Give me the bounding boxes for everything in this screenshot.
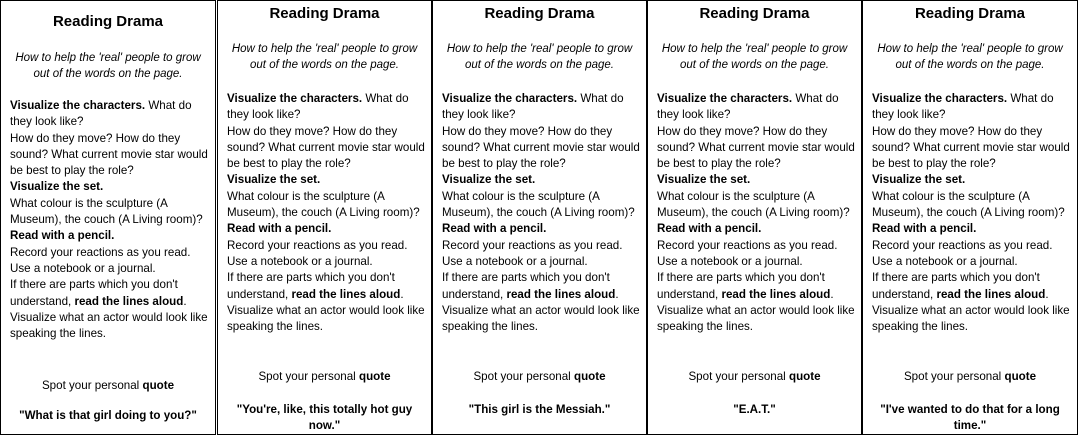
pencil-line-4: Visualize what an actor would look like speaking the lines. (442, 303, 640, 334)
card-tagline: How to help the 'real' people to grow out of the words on the page. (231, 43, 418, 71)
characters-question: What do they look like? (227, 92, 409, 122)
set-heading: Visualize the set. (657, 173, 751, 187)
personal-quote: "What is that girl doing to you?" (19, 409, 197, 422)
card-body (872, 91, 1073, 335)
pencil-line-4: Visualize what an actor would look like speaking the lines. (10, 310, 208, 341)
card-tagline: How to help the 'real' people to grow out of the words on the page. (661, 43, 848, 71)
characters-question: What do they look like? (872, 92, 1054, 122)
pencil-line-2: Use a notebook or a journal. (657, 254, 803, 268)
set-heading: Visualize the set. (10, 180, 104, 194)
card-body (227, 91, 427, 335)
characters-details: How do they move? How do they sound? What current movie star would be best to play the role? (10, 131, 208, 178)
card-body (10, 98, 211, 342)
spot-quote-prompt (437, 370, 642, 383)
pencil-heading: Read with a pencil. (872, 222, 977, 236)
pencil-line-3: If there are parts which you don't understand, (657, 271, 825, 301)
pencil-period: . (183, 294, 187, 308)
characters-heading: Visualize the characters. (442, 92, 578, 105)
card-body (657, 91, 857, 335)
pencil-heading: Read with a pencil. (227, 222, 332, 236)
characters-question: What do they look like? (442, 92, 624, 122)
spot-quote-prompt (652, 370, 857, 383)
read-aloud-emphasis: read the lines aloud (506, 287, 616, 301)
spot-quote-word: quote (1004, 370, 1037, 383)
pencil-period: . (830, 287, 834, 301)
card-title: Reading Drama (914, 5, 1026, 22)
read-aloud-emphasis: read the lines aloud (291, 287, 401, 301)
characters-question: What do they look like? (657, 92, 839, 122)
characters-details: How do they move? How do they sound? What current movie star would be best to play the role? (872, 124, 1070, 171)
card-title: Reading Drama (269, 5, 380, 22)
characters-heading: Visualize the characters. (227, 92, 363, 105)
personal-quote: "I've wanted to do that for a long time." (880, 403, 1060, 432)
read-aloud-emphasis: read the lines aloud (74, 294, 184, 308)
pencil-line-4: Visualize what an actor would look like speaking the lines. (872, 303, 1070, 334)
spot-prefix: Spot your personal (903, 370, 1005, 383)
pencil-line-1: Record your reactions as you read. (872, 238, 1053, 252)
spot-prefix: Spot your personal (258, 370, 359, 383)
pencil-line-2: Use a notebook or a journal. (442, 254, 588, 268)
characters-question: What do they look like? (10, 99, 192, 129)
spot-quote-prompt (5, 379, 211, 392)
set-text: What colour is the sculpture (A Museum), the couch (A Living room)? (872, 189, 1065, 220)
set-text: What colour is the sculpture (A Museum), the couch (A Living room)? (10, 196, 203, 227)
bookmark-card-3 (432, 0, 647, 435)
pencil-line-2: Use a notebook or a journal. (227, 254, 373, 268)
pencil-line-3: If there are parts which you don't understand, (10, 278, 178, 308)
bookmark-card-5 (862, 0, 1078, 435)
read-aloud-emphasis: read the lines aloud (721, 287, 831, 301)
pencil-line-2: Use a notebook or a journal. (872, 254, 1018, 268)
pencil-line-1: Record your reactions as you read. (227, 238, 408, 252)
card-title: Reading Drama (699, 5, 810, 22)
characters-heading: Visualize the characters. (872, 92, 1008, 105)
pencil-period: . (400, 287, 404, 301)
pencil-line-3: If there are parts which you don't understand, (872, 271, 1040, 301)
pencil-line-1: Record your reactions as you read. (10, 245, 191, 259)
read-aloud-emphasis: read the lines aloud (936, 287, 1046, 301)
card-tagline: How to help the 'real' people to grow out of the words on the page. (877, 43, 1063, 71)
spot-prefix: Spot your personal (688, 370, 789, 383)
characters-heading: Visualize the characters. (10, 99, 146, 112)
characters-heading: Visualize the characters. (657, 92, 793, 105)
set-heading: Visualize the set. (442, 173, 536, 187)
set-text: What colour is the sculpture (A Museum), the couch (A Living room)? (657, 189, 850, 220)
pencil-line-1: Record your reactions as you read. (657, 238, 838, 252)
characters-details: How do they move? How do they sound? What current movie star would be best to play the role? (227, 124, 425, 171)
pencil-line-3: If there are parts which you don't understand, (442, 271, 610, 301)
card-tagline: How to help the 'real' people to grow out of the words on the page. (15, 52, 201, 80)
spot-prefix: Spot your personal (41, 379, 143, 392)
pencil-line-4: Visualize what an actor would look like speaking the lines. (227, 303, 425, 334)
set-text: What colour is the sculpture (A Museum), the couch (A Living room)? (442, 189, 635, 220)
set-text: What colour is the sculpture (A Museum), the couch (A Living room)? (227, 189, 420, 220)
bookmark-card-2 (217, 0, 432, 435)
bookmark-card-1 (0, 0, 216, 435)
pencil-line-4: Visualize what an actor would look like speaking the lines. (657, 303, 855, 334)
pencil-period: . (615, 287, 619, 301)
pencil-heading: Read with a pencil. (442, 222, 547, 236)
spot-quote-word: quote (358, 370, 391, 383)
card-title: Reading Drama (484, 5, 595, 22)
card-body (442, 91, 642, 335)
pencil-line-1: Record your reactions as you read. (442, 238, 623, 252)
set-heading: Visualize the set. (872, 173, 966, 187)
personal-quote: "You're, like, this totally hot guy now." (236, 403, 413, 432)
spot-quote-word: quote (573, 370, 606, 383)
pencil-heading: Read with a pencil. (657, 222, 762, 236)
spot-quote-prompt (222, 370, 427, 383)
spot-quote-word: quote (142, 379, 175, 392)
bookmark-card-4 (647, 0, 862, 435)
pencil-line-3: If there are parts which you don't understand, (227, 271, 395, 301)
pencil-period: . (1045, 287, 1049, 301)
characters-details: How do they move? How do they sound? What current movie star would be best to play the role? (442, 124, 640, 171)
characters-details: How do they move? How do they sound? What current movie star would be best to play the role? (657, 124, 855, 171)
pencil-line-2: Use a notebook or a journal. (10, 261, 156, 275)
personal-quote: "This girl is the Messiah." (468, 403, 611, 416)
spot-prefix: Spot your personal (473, 370, 574, 383)
card-tagline: How to help the 'real' people to grow out of the words on the page. (446, 43, 633, 71)
spot-quote-word: quote (788, 370, 821, 383)
set-heading: Visualize the set. (227, 173, 321, 187)
card-title: Reading Drama (52, 13, 164, 30)
spot-quote-prompt (867, 370, 1073, 383)
pencil-heading: Read with a pencil. (10, 229, 115, 243)
personal-quote: "E.A.T." (733, 403, 776, 416)
